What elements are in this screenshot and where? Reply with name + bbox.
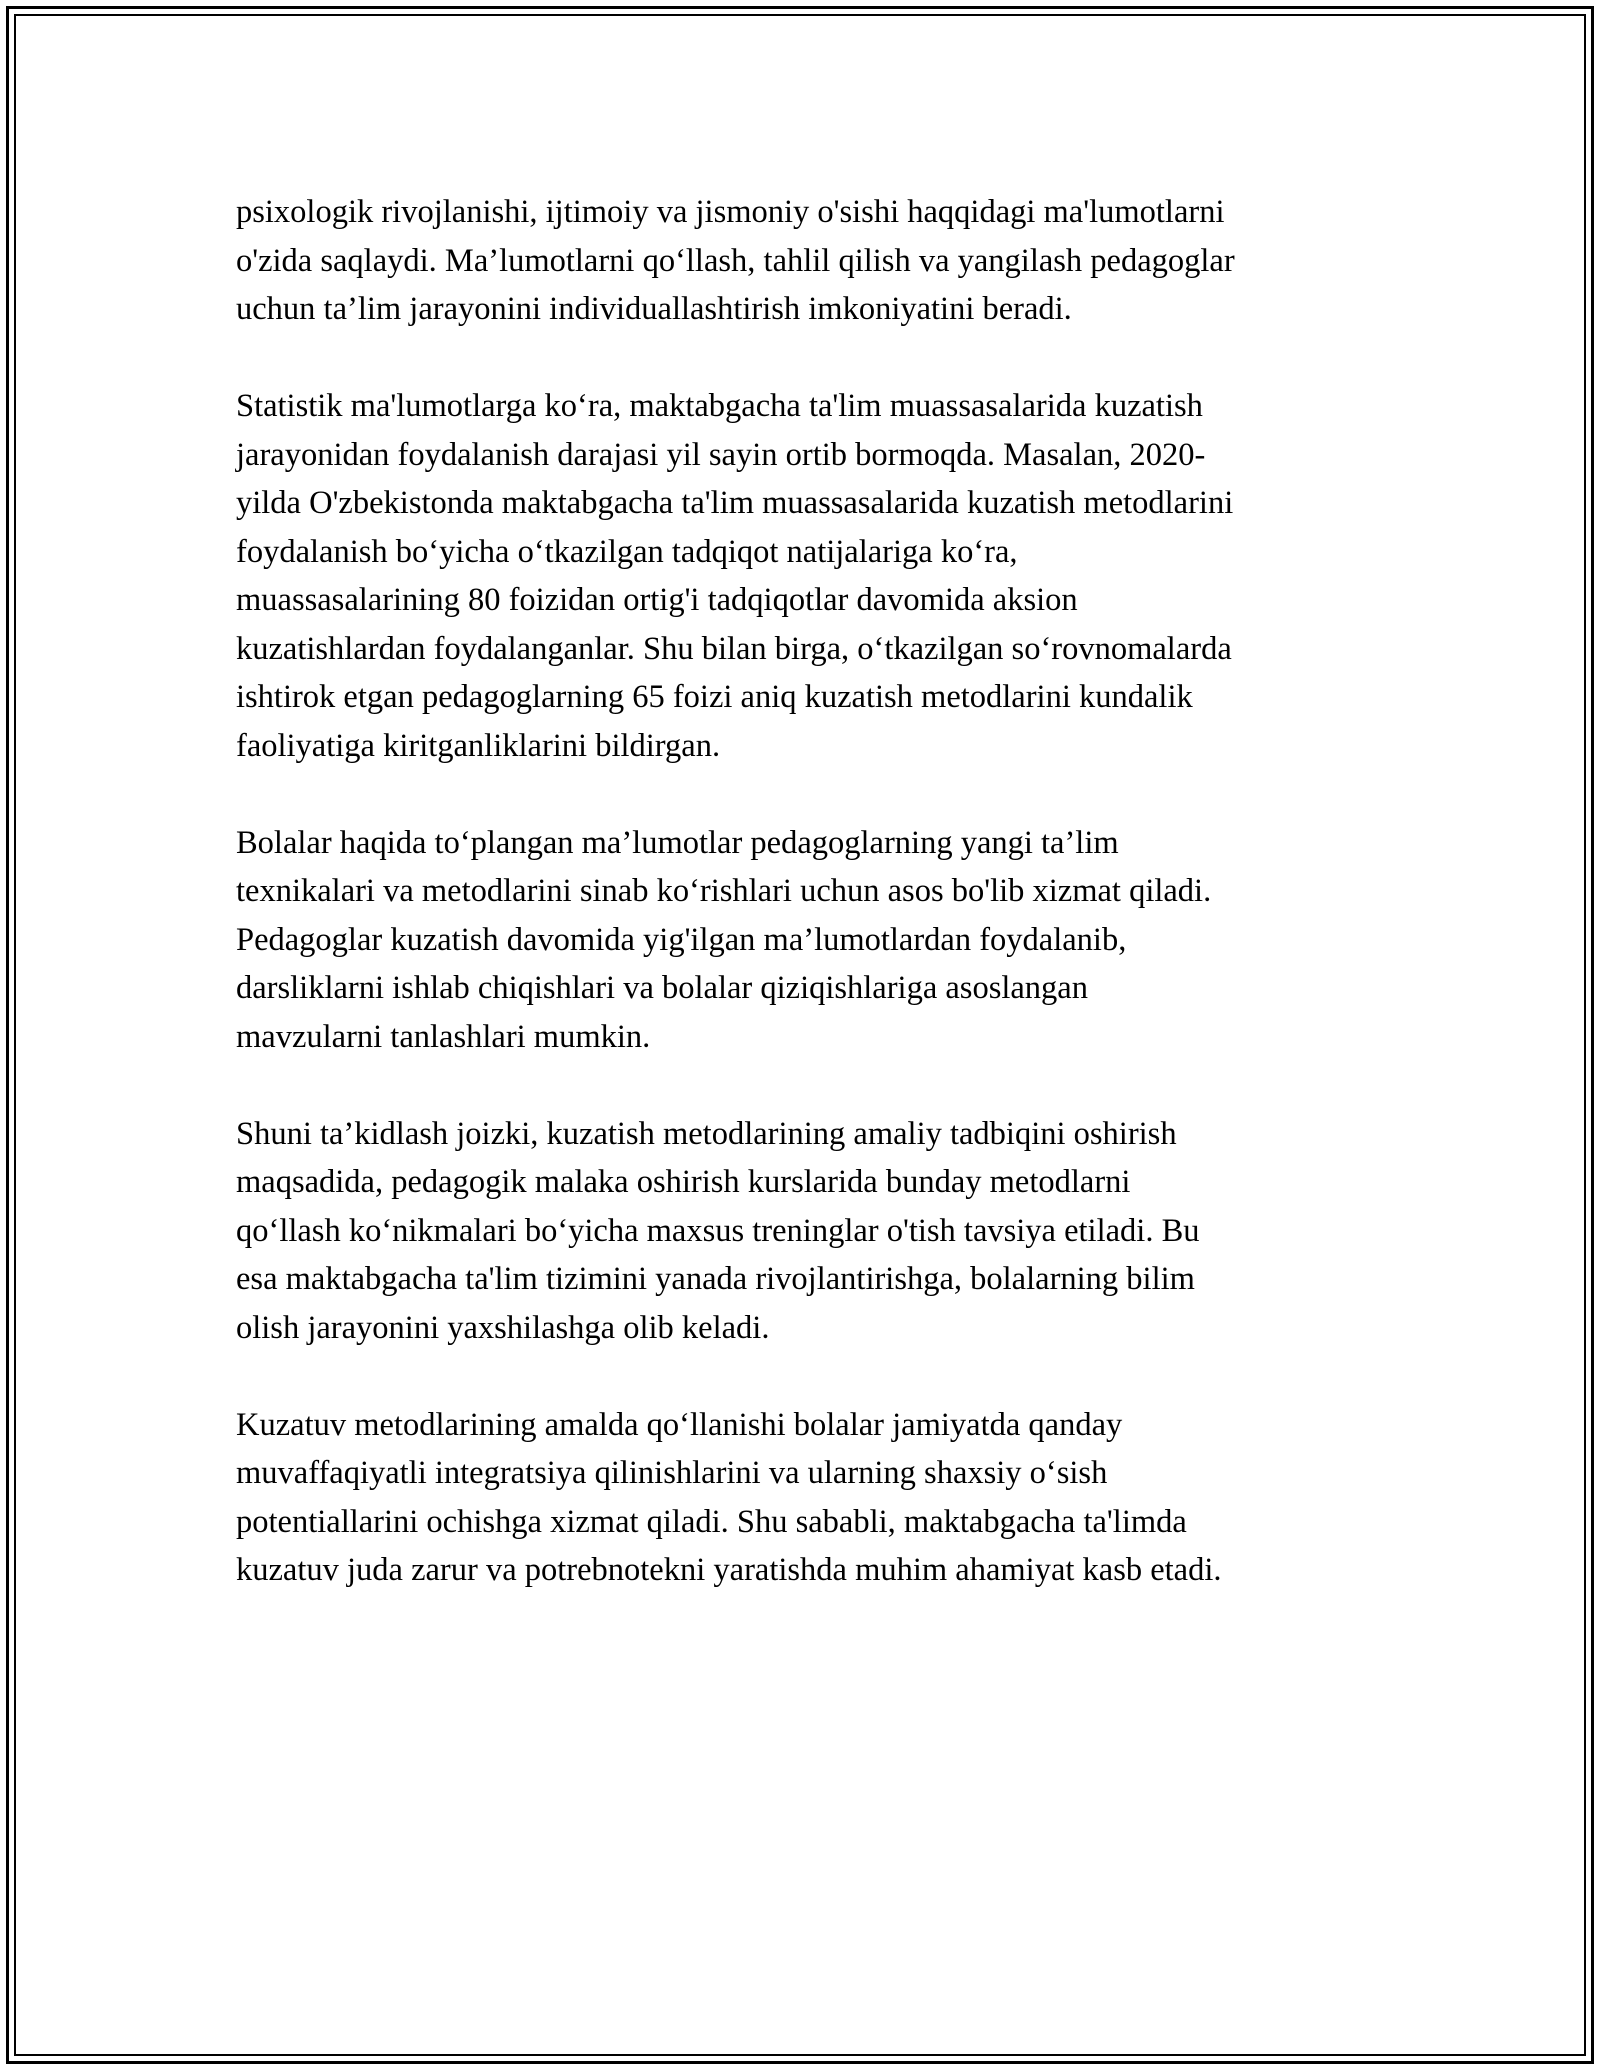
text-line: kuzatuv juda zarur va potrebnotekni yaratishda muhim ahamiyat kasb etadi. [236, 1552, 1222, 1588]
text-line: jarayonidan foydalanish darajasi yil sayin ortib bormoqda. Masalan, 2020- [236, 436, 1206, 473]
text-line: foydalanish bo‘yicha o‘tkazilgan tadqiqot natijalariga ko‘ra, [236, 533, 1018, 570]
text-line: olish jarayonini yaxshilashga olib keladi. [236, 1309, 770, 1346]
text-line: potentiallarini ochishga xizmat qiladi. Shu sababli, maktabgacha ta'limda [236, 1503, 1187, 1540]
text-line: Pedagoglar kuzatish davomida yig'ilgan ma’lumotlardan foydalanib, [236, 921, 1127, 958]
paragraph-2 [236, 382, 1376, 770]
text-line: maqsadida, pedagogik malaka oshirish kurslarida bunday metodlarni [236, 1164, 1131, 1200]
text-line: Kuzatuv metodlarining amalda qo‘llanishi bolalar jamiyatda qanday [236, 1406, 1123, 1443]
text-line: o'zida saqlaydi. Ma’lumotlarni qo‘llash, tahlil qilish va yangilash pedagoglar [236, 242, 1235, 279]
text-line: ishtirok etgan pedagoglarning 65 foizi aniq kuzatish metodlarini kundalik [236, 679, 1193, 715]
text-line: Statistik ma'lumotlarga ko‘ra, maktabgacha ta'lim muassasalarida kuzatish [236, 388, 1203, 424]
text-line: muvaffaqiyatli integratsiya qilinishlarini va ularning shaxsiy o‘sish [236, 1455, 1108, 1491]
document-body [236, 188, 1376, 1643]
text-line: darsliklarni ishlab chiqishlari va bolalar qiziqishlariga asoslangan [236, 970, 1088, 1006]
text-line: Shuni ta’kidlash joizki, kuzatish metodlarining amaliy tadbiqini oshirish [236, 1115, 1177, 1152]
text-line: kuzatishlardan foydalanganlar. Shu bilan birga, o‘tkazilgan so‘rovnomalarda [236, 630, 1232, 667]
text-line: psixologik rivojlanishi, ijtimoiy va jismoniy o'sishi haqqidagi ma'lumotlarni [236, 194, 1225, 230]
text-line: qo‘llash ko‘nikmalari bo‘yicha maxsus treninglar o'tish tavsiya etiladi. Bu [236, 1212, 1200, 1249]
text-line: muassasalarining 80 foizidan ortig'i tadqiqotlar davomida aksion [236, 582, 1078, 618]
text-line: mavzularni tanlashlari mumkin. [236, 1018, 651, 1055]
paragraph-1 [236, 188, 1376, 334]
paragraph-5 [236, 1401, 1376, 1595]
text-line: uchun ta’lim jarayonini individuallashtirish imkoniyatini beradi. [236, 291, 1072, 327]
text-line: texnikalari va metodlarini sinab ko‘rishlari uchun asos bo'lib xizmat qiladi. [236, 873, 1212, 909]
text-line: faoliyatiga kiritganliklarini bildirgan. [236, 727, 721, 764]
paragraph-4 [236, 1110, 1376, 1353]
text-line: Bolalar haqida to‘plangan ma’lumotlar pedagoglarning yangi ta’lim [236, 824, 1119, 861]
paragraph-3 [236, 819, 1376, 1062]
text-line: yilda O'zbekistonda maktabgacha ta'lim muassasalarida kuzatish metodlarini [236, 485, 1234, 521]
text-line: esa maktabgacha ta'lim tizimini yanada rivojlantirishga, bolalarning bilim [236, 1261, 1195, 1297]
